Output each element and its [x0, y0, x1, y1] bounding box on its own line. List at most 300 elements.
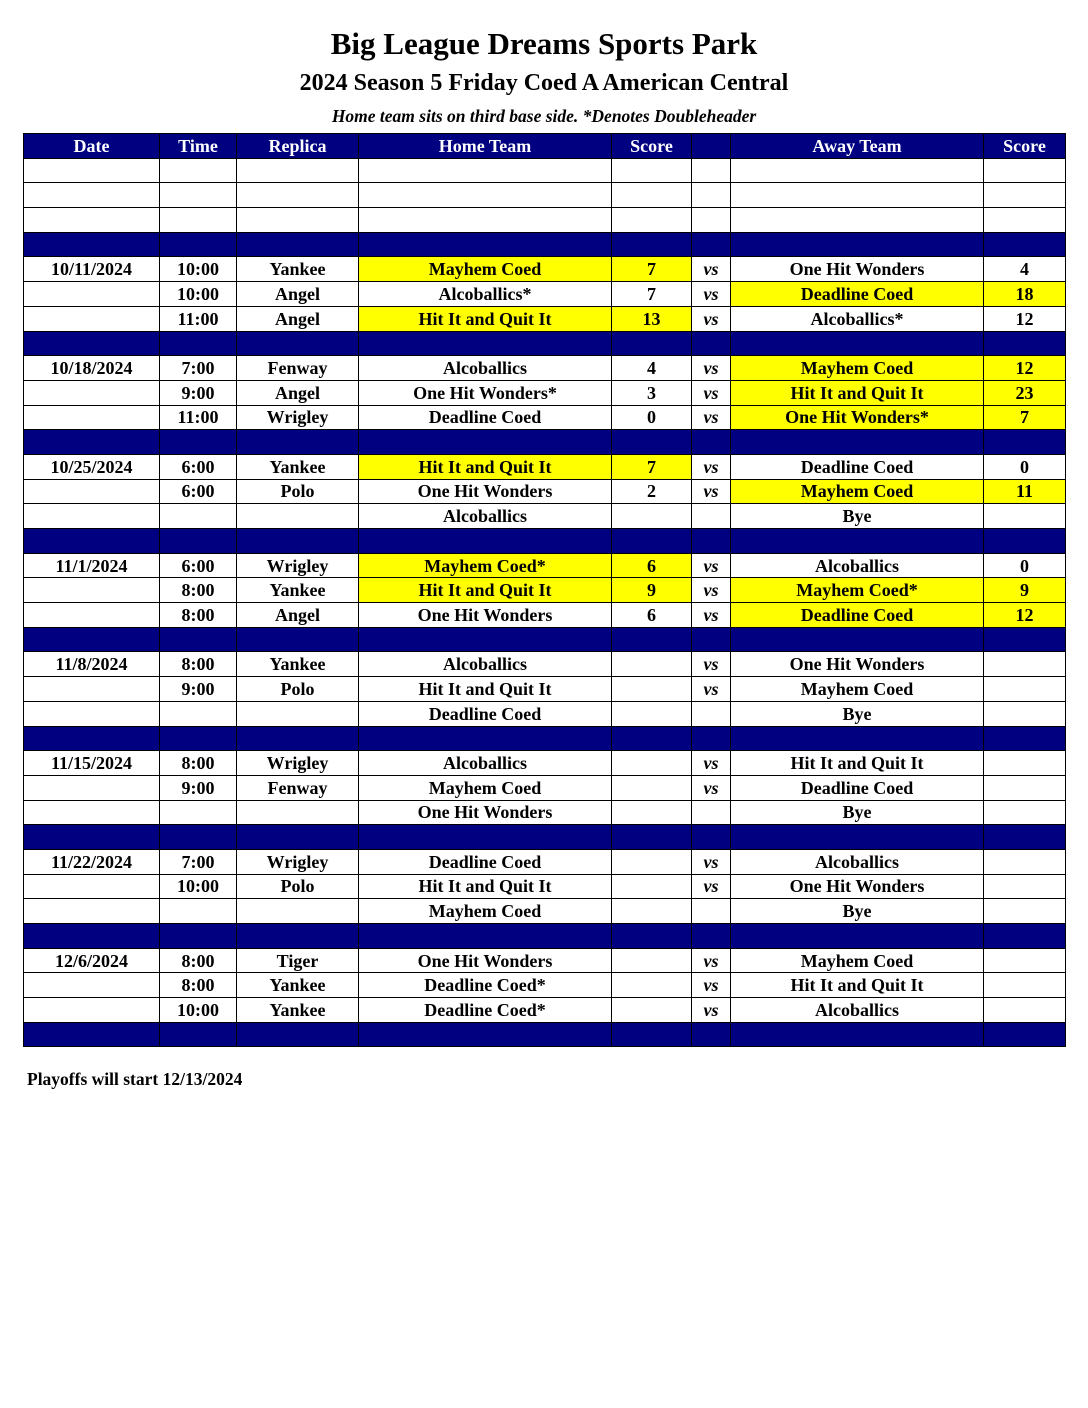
away-score-cell	[984, 232, 1066, 257]
replica-cell: Tiger	[237, 948, 359, 973]
time-cell	[160, 800, 237, 825]
separator-row	[24, 825, 1066, 850]
col-replica-header: Replica	[237, 134, 359, 159]
time-cell: 8:00	[160, 751, 237, 776]
replica-cell: Yankee	[237, 578, 359, 603]
replica-cell	[237, 208, 359, 233]
away-team-cell: Alcoballics	[731, 998, 984, 1023]
vs-cell: vs	[692, 849, 731, 874]
away-score-cell	[984, 849, 1066, 874]
away-team-cell: One Hit Wonders	[731, 652, 984, 677]
time-cell	[160, 825, 237, 850]
home-score-cell	[612, 208, 692, 233]
separator-row	[24, 924, 1066, 949]
away-score-cell	[984, 751, 1066, 776]
away-team-cell	[731, 627, 984, 652]
away-score-cell	[984, 726, 1066, 751]
table-row	[24, 356, 1066, 381]
home-score-cell: 7	[612, 257, 692, 282]
home-team-cell	[359, 1022, 612, 1047]
table-row	[24, 479, 1066, 504]
date-cell	[24, 973, 160, 998]
date-cell: 11/15/2024	[24, 751, 160, 776]
date-cell: 12/6/2024	[24, 948, 160, 973]
table-row	[24, 652, 1066, 677]
home-team-cell	[359, 726, 612, 751]
time-cell	[160, 430, 237, 455]
home-team-cell: One Hit Wonders	[359, 800, 612, 825]
table-row	[24, 380, 1066, 405]
vs-cell	[692, 504, 731, 529]
time-cell: 11:00	[160, 306, 237, 331]
col-away-team-header: Away Team	[731, 134, 984, 159]
vs-cell	[692, 899, 731, 924]
table-row	[24, 282, 1066, 307]
home-score-cell	[612, 677, 692, 702]
vs-cell: vs	[692, 578, 731, 603]
replica-cell	[237, 158, 359, 183]
time-cell: 11:00	[160, 405, 237, 430]
replica-cell: Fenway	[237, 356, 359, 381]
header-row	[24, 134, 1066, 159]
away-score-cell: 0	[984, 454, 1066, 479]
table-row	[24, 998, 1066, 1023]
vs-cell: vs	[692, 775, 731, 800]
away-score-cell	[984, 529, 1066, 554]
away-team-cell: Bye	[731, 701, 984, 726]
empty-row	[24, 183, 1066, 208]
home-score-cell	[612, 924, 692, 949]
away-team-cell: Mayhem Coed	[731, 677, 984, 702]
table-row	[24, 553, 1066, 578]
replica-cell	[237, 232, 359, 257]
vs-cell: vs	[692, 677, 731, 702]
col-home-score-header: Score	[612, 134, 692, 159]
away-score-cell	[984, 775, 1066, 800]
time-cell	[160, 899, 237, 924]
date-cell	[24, 208, 160, 233]
replica-cell: Polo	[237, 874, 359, 899]
home-team-cell: Mayhem Coed*	[359, 553, 612, 578]
away-team-cell: Hit It and Quit It	[731, 973, 984, 998]
home-team-cell	[359, 627, 612, 652]
time-cell: 7:00	[160, 849, 237, 874]
home-team-cell: One Hit Wonders	[359, 603, 612, 628]
vs-cell: vs	[692, 948, 731, 973]
away-score-cell	[984, 1022, 1066, 1047]
table-row	[24, 899, 1066, 924]
table-row	[24, 800, 1066, 825]
home-team-cell: Alcoballics	[359, 356, 612, 381]
date-cell	[24, 578, 160, 603]
home-team-cell: Hit It and Quit It	[359, 874, 612, 899]
vs-cell: vs	[692, 380, 731, 405]
away-team-cell: Mayhem Coed	[731, 356, 984, 381]
away-score-cell: 11	[984, 479, 1066, 504]
date-cell	[24, 430, 160, 455]
replica-cell	[237, 331, 359, 356]
replica-cell: Wrigley	[237, 405, 359, 430]
date-cell	[24, 504, 160, 529]
date-cell	[24, 183, 160, 208]
vs-cell: vs	[692, 405, 731, 430]
home-score-cell	[612, 331, 692, 356]
away-score-cell	[984, 701, 1066, 726]
away-score-cell	[984, 899, 1066, 924]
vs-cell: vs	[692, 553, 731, 578]
date-cell	[24, 825, 160, 850]
time-cell: 7:00	[160, 356, 237, 381]
away-team-cell: Deadline Coed	[731, 603, 984, 628]
home-team-cell: Alcoballics	[359, 652, 612, 677]
replica-cell: Wrigley	[237, 849, 359, 874]
date-cell	[24, 874, 160, 899]
home-team-cell: Deadline Coed	[359, 405, 612, 430]
vs-cell: vs	[692, 356, 731, 381]
date-cell	[24, 282, 160, 307]
time-cell: 9:00	[160, 380, 237, 405]
away-score-cell	[984, 998, 1066, 1023]
away-score-cell	[984, 627, 1066, 652]
home-score-cell	[612, 775, 692, 800]
away-team-cell: Alcoballics	[731, 553, 984, 578]
date-cell	[24, 899, 160, 924]
away-team-cell	[731, 1022, 984, 1047]
away-score-cell	[984, 183, 1066, 208]
page-title: Big League Dreams Sports Park	[330, 26, 758, 61]
date-cell: 10/18/2024	[24, 356, 160, 381]
away-team-cell	[731, 924, 984, 949]
away-score-cell: 12	[984, 356, 1066, 381]
home-score-cell: 7	[612, 282, 692, 307]
away-score-cell: 0	[984, 553, 1066, 578]
vs-cell: vs	[692, 874, 731, 899]
date-cell	[24, 603, 160, 628]
home-score-cell	[612, 800, 692, 825]
replica-cell: Wrigley	[237, 553, 359, 578]
home-score-cell: 4	[612, 356, 692, 381]
away-team-cell: One Hit Wonders	[731, 257, 984, 282]
schedule-table	[23, 133, 1066, 1047]
away-score-cell	[984, 158, 1066, 183]
away-score-cell	[984, 430, 1066, 455]
replica-cell: Polo	[237, 677, 359, 702]
vs-cell	[692, 183, 731, 208]
empty-row	[24, 158, 1066, 183]
time-cell: 10:00	[160, 257, 237, 282]
time-cell: 9:00	[160, 775, 237, 800]
time-cell: 8:00	[160, 603, 237, 628]
date-cell	[24, 627, 160, 652]
home-score-cell	[612, 504, 692, 529]
away-score-cell	[984, 331, 1066, 356]
home-team-cell: Deadline Coed	[359, 701, 612, 726]
home-score-cell	[612, 232, 692, 257]
vs-cell	[692, 825, 731, 850]
home-score-cell	[612, 899, 692, 924]
replica-cell	[237, 529, 359, 554]
away-score-cell	[984, 874, 1066, 899]
away-team-cell: Bye	[731, 800, 984, 825]
away-team-cell: Mayhem Coed	[731, 479, 984, 504]
away-score-cell: 7	[984, 405, 1066, 430]
home-team-cell	[359, 158, 612, 183]
away-team-cell: Hit It and Quit It	[731, 380, 984, 405]
time-cell	[160, 331, 237, 356]
away-team-cell	[731, 232, 984, 257]
vs-cell: vs	[692, 751, 731, 776]
replica-cell: Angel	[237, 282, 359, 307]
vs-cell	[692, 208, 731, 233]
vs-cell: vs	[692, 257, 731, 282]
replica-cell	[237, 924, 359, 949]
away-team-cell: Bye	[731, 899, 984, 924]
home-team-cell: One Hit Wonders	[359, 479, 612, 504]
home-team-cell: One Hit Wonders*	[359, 380, 612, 405]
vs-cell	[692, 529, 731, 554]
away-team-cell: Deadline Coed	[731, 454, 984, 479]
separator-row	[24, 627, 1066, 652]
date-cell	[24, 405, 160, 430]
vs-cell	[692, 331, 731, 356]
away-score-cell	[984, 504, 1066, 529]
replica-cell: Angel	[237, 380, 359, 405]
away-score-cell	[984, 948, 1066, 973]
replica-cell	[237, 701, 359, 726]
home-team-cell: Hit It and Quit It	[359, 578, 612, 603]
home-team-cell: Deadline Coed	[359, 849, 612, 874]
replica-cell	[237, 504, 359, 529]
home-score-cell: 6	[612, 603, 692, 628]
home-score-cell	[612, 652, 692, 677]
col-vs-header	[692, 134, 731, 159]
col-time-header: Time	[160, 134, 237, 159]
away-score-cell	[984, 208, 1066, 233]
separator-row	[24, 232, 1066, 257]
time-cell	[160, 726, 237, 751]
home-team-cell: Mayhem Coed	[359, 257, 612, 282]
home-score-cell	[612, 183, 692, 208]
table-row	[24, 775, 1066, 800]
away-team-cell	[731, 825, 984, 850]
away-team-cell: Bye	[731, 504, 984, 529]
date-cell	[24, 800, 160, 825]
time-cell	[160, 924, 237, 949]
time-cell	[160, 627, 237, 652]
separator-row	[24, 529, 1066, 554]
home-score-cell	[612, 948, 692, 973]
date-cell	[24, 158, 160, 183]
home-score-cell	[612, 627, 692, 652]
separator-row	[24, 1022, 1066, 1047]
col-date-header: Date	[24, 134, 160, 159]
schedule-body	[24, 158, 1066, 1047]
replica-cell: Angel	[237, 306, 359, 331]
table-row	[24, 306, 1066, 331]
empty-row	[24, 208, 1066, 233]
home-score-cell	[612, 430, 692, 455]
date-cell	[24, 924, 160, 949]
time-cell	[160, 232, 237, 257]
replica-cell: Fenway	[237, 775, 359, 800]
home-team-cell: Hit It and Quit It	[359, 306, 612, 331]
home-team-cell	[359, 183, 612, 208]
away-team-cell: Alcoballics*	[731, 306, 984, 331]
replica-cell: Angel	[237, 603, 359, 628]
vs-cell	[692, 1022, 731, 1047]
table-row	[24, 257, 1066, 282]
table-row	[24, 454, 1066, 479]
home-score-cell: 2	[612, 479, 692, 504]
home-team-cell: Hit It and Quit It	[359, 677, 612, 702]
table-row	[24, 701, 1066, 726]
vs-cell: vs	[692, 454, 731, 479]
home-score-cell	[612, 701, 692, 726]
date-cell: 11/22/2024	[24, 849, 160, 874]
home-team-cell	[359, 430, 612, 455]
page-note: Home team sits on third base side. *Denotes Doubleheader	[331, 106, 757, 126]
away-team-cell: One Hit Wonders*	[731, 405, 984, 430]
vs-cell: vs	[692, 479, 731, 504]
date-cell	[24, 479, 160, 504]
vs-cell	[692, 232, 731, 257]
home-score-cell: 13	[612, 306, 692, 331]
home-team-cell: Deadline Coed*	[359, 973, 612, 998]
home-score-cell: 9	[612, 578, 692, 603]
date-cell: 11/8/2024	[24, 652, 160, 677]
replica-cell	[237, 726, 359, 751]
away-team-cell: Deadline Coed	[731, 282, 984, 307]
page-subtitle: 2024 Season 5 Friday Coed A American Central	[299, 70, 789, 96]
away-team-cell	[731, 183, 984, 208]
away-team-cell	[731, 208, 984, 233]
home-team-cell: Alcoballics	[359, 751, 612, 776]
date-cell	[24, 701, 160, 726]
home-team-cell: Alcoballics	[359, 504, 612, 529]
home-score-cell	[612, 726, 692, 751]
vs-cell	[692, 158, 731, 183]
separator-row	[24, 726, 1066, 751]
table-row	[24, 849, 1066, 874]
away-score-cell: 18	[984, 282, 1066, 307]
away-team-cell	[731, 529, 984, 554]
away-team-cell: Hit It and Quit It	[731, 751, 984, 776]
away-score-cell	[984, 973, 1066, 998]
home-team-cell: Mayhem Coed	[359, 775, 612, 800]
time-cell: 6:00	[160, 454, 237, 479]
table-row	[24, 948, 1066, 973]
time-cell: 8:00	[160, 578, 237, 603]
home-team-cell: Alcoballics*	[359, 282, 612, 307]
vs-cell	[692, 701, 731, 726]
home-score-cell	[612, 751, 692, 776]
time-cell	[160, 529, 237, 554]
home-team-cell	[359, 924, 612, 949]
replica-cell: Yankee	[237, 257, 359, 282]
away-team-cell: Deadline Coed	[731, 775, 984, 800]
away-score-cell	[984, 677, 1066, 702]
home-team-cell: Mayhem Coed	[359, 899, 612, 924]
vs-cell: vs	[692, 282, 731, 307]
replica-cell: Wrigley	[237, 751, 359, 776]
home-score-cell: 0	[612, 405, 692, 430]
date-cell	[24, 232, 160, 257]
date-cell: 11/1/2024	[24, 553, 160, 578]
time-cell	[160, 1022, 237, 1047]
away-score-cell: 9	[984, 578, 1066, 603]
table-row	[24, 405, 1066, 430]
time-cell	[160, 183, 237, 208]
date-cell	[24, 998, 160, 1023]
replica-cell	[237, 800, 359, 825]
home-score-cell: 3	[612, 380, 692, 405]
vs-cell	[692, 726, 731, 751]
date-cell	[24, 677, 160, 702]
away-score-cell: 12	[984, 306, 1066, 331]
vs-cell: vs	[692, 973, 731, 998]
away-team-cell	[731, 158, 984, 183]
date-cell	[24, 529, 160, 554]
date-cell	[24, 306, 160, 331]
home-team-cell	[359, 208, 612, 233]
away-team-cell: Mayhem Coed	[731, 948, 984, 973]
vs-cell	[692, 800, 731, 825]
home-team-cell	[359, 529, 612, 554]
replica-cell	[237, 430, 359, 455]
time-cell: 6:00	[160, 553, 237, 578]
vs-cell: vs	[692, 998, 731, 1023]
home-team-cell: Hit It and Quit It	[359, 454, 612, 479]
vs-cell: vs	[692, 652, 731, 677]
table-row	[24, 751, 1066, 776]
home-team-cell	[359, 331, 612, 356]
vs-cell	[692, 924, 731, 949]
time-cell: 8:00	[160, 948, 237, 973]
table-row	[24, 677, 1066, 702]
date-cell: 10/11/2024	[24, 257, 160, 282]
replica-cell	[237, 899, 359, 924]
home-score-cell: 6	[612, 553, 692, 578]
away-team-cell: Mayhem Coed*	[731, 578, 984, 603]
time-cell	[160, 701, 237, 726]
home-score-cell	[612, 1022, 692, 1047]
time-cell: 10:00	[160, 282, 237, 307]
time-cell: 8:00	[160, 973, 237, 998]
date-cell	[24, 331, 160, 356]
date-cell	[24, 380, 160, 405]
away-team-cell	[731, 726, 984, 751]
replica-cell	[237, 627, 359, 652]
col-home-team-header: Home Team	[359, 134, 612, 159]
home-team-cell	[359, 232, 612, 257]
home-team-cell: One Hit Wonders	[359, 948, 612, 973]
replica-cell: Yankee	[237, 454, 359, 479]
replica-cell: Polo	[237, 479, 359, 504]
table-row	[24, 504, 1066, 529]
away-team-cell: One Hit Wonders	[731, 874, 984, 899]
replica-cell: Yankee	[237, 973, 359, 998]
home-score-cell	[612, 825, 692, 850]
footer-note: Playoffs will start 12/13/2024	[27, 1069, 243, 1089]
date-cell	[24, 726, 160, 751]
separator-row	[24, 331, 1066, 356]
date-cell: 10/25/2024	[24, 454, 160, 479]
table-row	[24, 578, 1066, 603]
date-cell	[24, 1022, 160, 1047]
away-score-cell	[984, 825, 1066, 850]
home-team-cell: Deadline Coed*	[359, 998, 612, 1023]
vs-cell: vs	[692, 603, 731, 628]
